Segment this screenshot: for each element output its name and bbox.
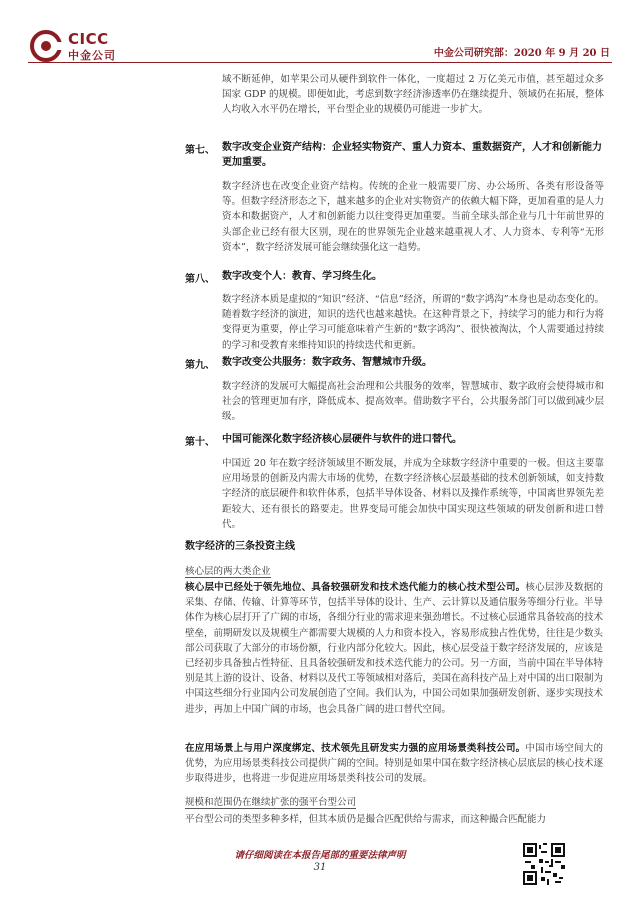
section-9-body: 数字经济的发展可大幅提高社会治理和公共服务的效率，智慧城市、数字政府会使得城市和社会的管理更加有序，降低成本、提高效率。借助数字平台，公共服务部门可以做到减少层级。 [222,381,604,423]
section-7-num: 第七、 [185,145,215,156]
header-divider [28,62,612,63]
app-tech-text: 中国市场空间大的优势，为应用场景类科技公司提供广阔的空间。特别是如果中国在数字经济核心层底层的核心技术逐步取得进步，也将进一步促进应用场景类科技公司的发展。 [185,743,604,785]
section-8-title: 数字改变个人：教育、学习终生化。 [222,271,382,282]
section-10-num: 第十、 [185,437,215,448]
header-date: 中金公司研究部：2020 年 9 月 20 日 [433,48,610,59]
page-number: 31 [313,862,327,873]
logo-text-en: CICC [68,30,109,48]
core-layer-subtitle: 核心层的两大类企业 [185,566,271,577]
platform-paragraph: 平台型公司的类型多种多样，但其本质仍是撮合匹配供给与需求，而这种撮合匹配能力 [185,814,547,825]
app-tech-paragraph [185,741,603,787]
section-10-body: 中国近 20 年在数字经济领域里不断发展，并成为全球数字经济中重要的一极。但这主要靠应用场景的创新及内需大市场的优势，在数字经济核心层最基础的技术创新领域，如支持数字经济的底层硬件和软件体系，包括半导体设备、材料以及操作系统等，中国离世界领先差距较大、还有很长的路要走。世界变局可能会加快中国实现这些领域的研发创新和进口替代。 [222,458,604,530]
qr-code-icon [523,843,565,885]
section-8-body: 数字经济本质是虚拟的“知识”经济、“信息”经济，所谓的“数字鸿沟”本身也是动态变化的。随着数字经济的演进，知识的迭代也越来越快。在这种背景之下，持续学习的能力和行为将变得更为重要，停止学习可能意味着产生新的“数字鸿沟”、很快被淘汰，个人需要通过持续的学习和受教育来维持知识的持续迭代和更新。 [222,294,604,351]
core-tech-paragraph [185,580,603,717]
section-7-body: 数字经济也在改变企业资产结构。传统的企业一般需要厂房、办公场所、各类有形设备等等。但数字经济形态之下，越来越多的企业对实物资产的依赖大幅下降，更加看重的是人力资本和数据资产，人才和创新能力以往变得更加重要。当前全球头部企业与几十年前世界的头部企业已经有很大区别，现在的世界领先企业越来越重视人才、人力资本、专利等“无形资本”，数字经济发展可能会继续强化这一趋势。 [222,181,604,253]
section-9-title: 数字改变公共服务：数字政务、智慧城市升级。 [222,357,432,368]
app-tech-lead: 在应用场景上与用户深度绑定、技术领先且研发实力强的应用场景类科技公司。 [185,743,526,754]
investment-heading: 数字经济的三条投资主线 [185,541,295,552]
core-tech-lead: 核心层中已经处于领先地位、具备较强研发和技术迭代能力的核心技术型公司。 [185,582,526,593]
logo-text-cn: 中金公司 [68,49,116,62]
section-8-num: 第八、 [185,274,215,285]
legal-notice: 请仔细阅读在本报告尾部的重要法律声明 [234,850,406,861]
intro-paragraph: 域不断延伸，如苹果公司从硬件到软件一体化，一度超过 2 万亿美元市值，甚至超过众多国家 GDP 的规模。即便如此，考虑到数字经济渗透率仍在继续提升、领域仍在拓展，整体人均收入水平仍在增长，平台型企业的规模仍可能进一步扩大。 [222,74,604,116]
section-7-title: 数字改变企业资产结构：企业轻实物资产、重人力资本、重数据资产，人才和创新能力更加重要。 [222,142,602,168]
core-tech-text: 核心层涉及数据的采集、存储、传输、计算等环节，包括半导体的设计、生产、云计算以及通信服务等细分行业。半导体作为核心层打开了广阔的市场，各细分行业的需求迎来强劲增长。不过核心层通常具备较高的技术壁垒，前期研发以及规模生产都需要大规模的人力和资本投入，容易形成独占性优势，往往是少数头部公司获取了大部分的市场份额，行业内部分化较大。因此，核心层受益于数字经济发展的，应该是已经初步具备独占性特征、且具备较强研发和技术迭代能力的公司。另一方面，当前中国在半导体特别是其上游的设计、设备、材料以及代工等领域相对落后，美国在高科技产品上对中国的出口限制为中国这些细分行业国内公司发展创造了空间。我们认为，中国公司如果加强研发创新、逐步实现技术进步，再加上中国广阔的市场，也会具备广阔的进口替代空间。 [185,582,604,715]
section-10-title: 中国可能深化数字经济核心层硬件与软件的进口替代。 [222,434,462,445]
section-9-num: 第九、 [185,360,215,371]
cicc-logo-icon [30,30,62,62]
platform-subtitle: 规模和范围仍在继续扩张的强平台型公司 [185,797,357,808]
